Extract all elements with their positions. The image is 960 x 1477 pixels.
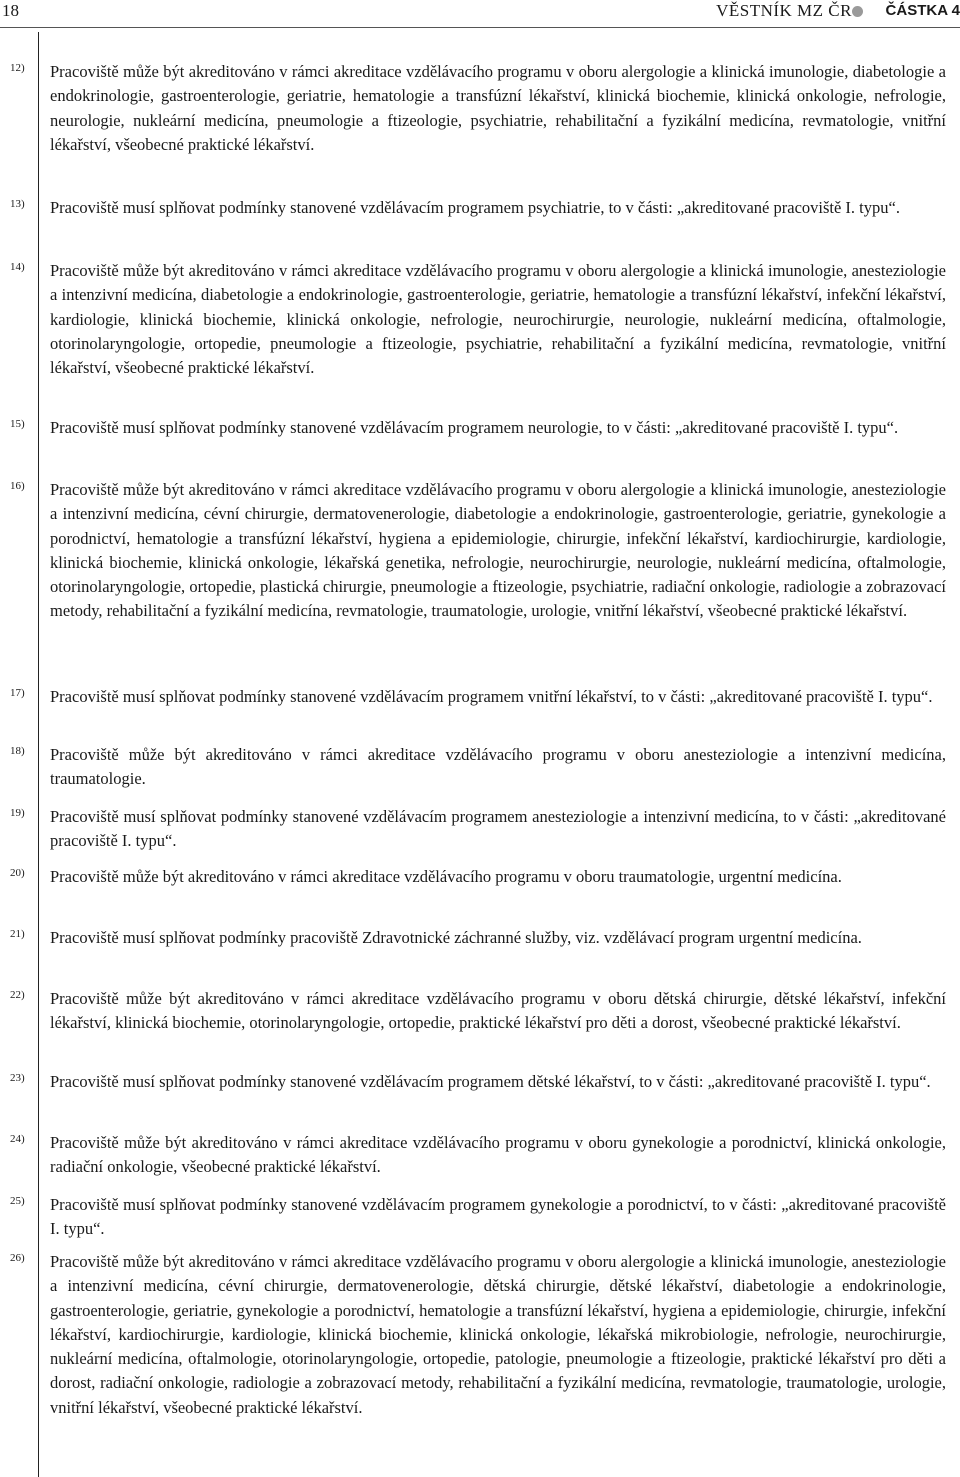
footnote-text: Pracoviště musí splňovat podmínky stanovené vzdělávacím programem anesteziologie a intenzivní medicína, to v části: „akreditované pracoviště I. typu“.	[50, 807, 946, 851]
footnote-number: 18)	[10, 745, 25, 757]
footnote-number: 14)	[10, 261, 25, 273]
footnote-text: Pracoviště může být akreditováno v rámci akreditace vzdělávacího programu v oboru alergologie a klinická imunologie, anesteziologie a intenzivní medicína, cévní chirurgie, dermatovenerologie, dětská chirurgie, dětské lékařství, diabetologie a endokrinologie, gastroenterologie, geriatrie, gynekologie a porodnictví, hematologie a transfúzní lékařství, hygiena a epidemiologie, chirurgie, infekční lékařství, kardiochirurgie, kardiologie, klinická biochemie, klinická onkologie, lékařská mikrobiologie, nefrologie, neurochirurgie, nukleární medicína, oftalmologie, otorinolaryngologie, ortopedie, patologie, pneumologie a ftizeologie, praktické lékařství pro děti a dorost, radiační onkologie, radiologie a zobrazovací metody, rehabilitační a fyzikální medicína, revmatologie, traumatologie, urologie, vnitřní lékařství, všeobecné praktické lékařství.	[50, 1252, 946, 1417]
footnote-text: Pracoviště musí splňovat podmínky stanovené vzdělávacím programem vnitřní lékařství, to v části: „akreditované pracoviště I. typu“.	[50, 687, 933, 706]
footnote-number: 12)	[10, 62, 25, 74]
footnote-text: Pracoviště musí splňovat podmínky stanovené vzdělávacím programem neurologie, to v části: „akreditované pracoviště I. typu“.	[50, 418, 899, 437]
footnote-text: Pracoviště může být akreditováno v rámci akreditace vzdělávacího programu v oboru alergologie a klinická imunologie, anesteziologie a intenzivní medicína, cévní chirurgie, dermatovenerologie, diabetologie a endokrinologie, gastroenterologie, geriatrie, gynekologie a porodnictví, hematologie a transfúzní lékařství, hygiena a epidemiologie, chirurgie, infekční lékařství, kardiochirurgie, kardiologie, klinická biochemie, klinická onkologie, lékařská genetika, nefrologie, neurochirurgie, neurologie, nukleární medicína, oftalmologie, otorinolaryngologie, ortopedie, plastická chirurgie, pneumologie a ftizeologie, psychiatrie, radiační onkologie, radiologie a zobrazovací metody, rehabilitační a fyzikální medicína, revmatologie, traumatologie, urologie, vnitřní lékařství, všeobecné praktické lékařství.	[50, 480, 946, 621]
journal-title: VĚSTNÍK MZ ČR	[716, 1, 852, 20]
footnote-number: 20)	[10, 867, 25, 879]
footnote-text: Pracoviště může být akreditováno v rámci akreditace vzdělávacího programu v oboru traumatologie, urgentní medicína.	[50, 867, 842, 886]
page-number: 18	[2, 1, 19, 20]
footnote-number: 21)	[10, 928, 25, 940]
footnote-text: Pracoviště může být akreditováno v rámci akreditace vzdělávacího programu v oboru gynekologie a porodnictví, klinická onkologie, radiační onkologie, všeobecné praktické lékařství.	[50, 1133, 946, 1177]
footnote-number: 25)	[10, 1195, 25, 1207]
footnote-number: 24)	[10, 1133, 25, 1145]
bullet-dot-icon	[852, 6, 863, 17]
footnote-text: Pracoviště musí splňovat podmínky stanovené vzdělávacím programem psychiatrie, to v části: „akreditované pracoviště I. typu“.	[50, 198, 900, 217]
issue-part: ČÁSTKA 4	[885, 2, 960, 19]
footnote-number: 26)	[10, 1252, 25, 1264]
footnote-text: Pracoviště může být akreditováno v rámci akreditace vzdělávacího programu v oboru alergologie a klinická imunologie, anesteziologie a intenzivní medicína, diabetologie a endokrinologie, gastroenterologie, geriatrie, hematologie a transfúzní lékařství, infekční lékařství, kardiologie, klinická biochemie, klinická onkologie, nefrologie, neurochirurgie, neurologie, nukleární medicína, oftalmologie, otorinolaryngologie, ortopedie, pneumologie a ftizeologie, psychiatrie, rehabilitační a fyzikální medicína, revmatologie, vnitřní lékařství, všeobecné praktické lékařství.	[50, 261, 946, 378]
footnote-text: Pracoviště může být akreditováno v rámci akreditace vzdělávacího programu v oboru dětská chirurgie, dětské lékařství, infekční lékařství, klinická biochemie, otorinolaryngologie, ortopedie, praktické lékařství pro děti a dorost, všeobecné praktické lékařství.	[50, 989, 946, 1033]
footnote-number: 17)	[10, 687, 25, 699]
footnote-number: 22)	[10, 989, 25, 1001]
footnote-number: 16)	[10, 480, 25, 492]
footnote-text: Pracoviště může být akreditováno v rámci akreditace vzdělávacího programu v oboru alergologie a klinická imunologie, diabetologie a endokrinologie, gastroenterologie, geriatrie, hematologie a transfúzní lékařství, klinická biochemie, klinická onkologie, nefrologie, neurologie, nukleární medicína, pneumologie a ftizeologie, psychiatrie, rehabilitační a fyzikální medicína, revmatologie, vnitřní lékařství, všeobecné praktické lékařství.	[50, 62, 946, 154]
header-divider	[0, 27, 960, 28]
footnote-text: Pracoviště musí splňovat podmínky pracoviště Zdravotnické záchranné služby, viz. vzdělávací program urgentní medicína.	[50, 928, 862, 947]
page-header	[0, 0, 960, 28]
footnote-column-divider	[38, 32, 39, 1477]
footnote-number: 23)	[10, 1072, 25, 1084]
footnote-number: 19)	[10, 807, 25, 819]
footnote-text: Pracoviště musí splňovat podmínky stanovené vzdělávacím programem gynekologie a porodnictví, to v části: „akreditované pracoviště I. typu“.	[50, 1195, 946, 1239]
footnote-text: Pracoviště může být akreditováno v rámci akreditace vzdělávacího programu v oboru anesteziologie a intenzivní medicína, traumatologie.	[50, 745, 946, 789]
footnote-number: 15)	[10, 418, 25, 430]
footnote-text: Pracoviště musí splňovat podmínky stanovené vzdělávacím programem dětské lékařství, to v části: „akreditované pracoviště I. typu“.	[50, 1072, 931, 1091]
footnote-number: 13)	[10, 198, 25, 210]
